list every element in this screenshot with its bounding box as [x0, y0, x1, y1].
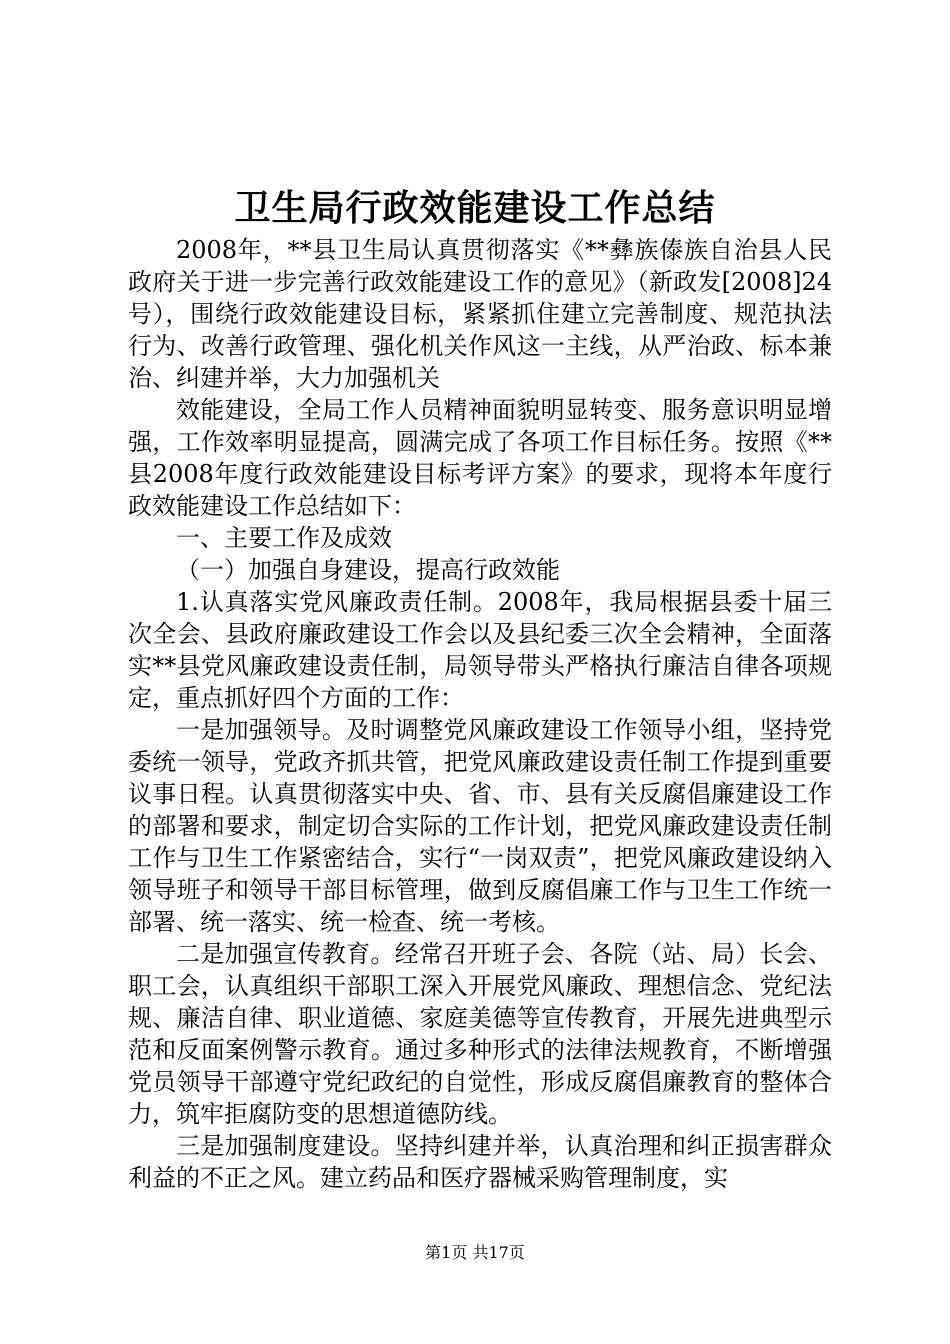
section-heading-1: 一、主要工作及成效 — [176, 524, 392, 552]
document-body — [128, 234, 832, 1194]
subsection-heading-1: （一）加强自身建设，提高行政效能 — [176, 556, 560, 584]
paragraph-5: 二是加强宣传教育。经常召开班子会、各院（站、局）长会、职工会，认真组织干部职工深入开展党风廉政、理想信念、党纪法规、廉洁自律、职业道德、家庭美德等宣传教育，开展先进典型示范和反面案例警示教育。通过多种形式的法律法规教育，不断增强党员领导干部遵守党纪政纪的自觉性，形成反腐倡廉教育的整体合力，筑牢拒腐防变的思想道德防线。 — [128, 940, 832, 1128]
paragraph-2: 效能建设，全局工作人员精神面貌明显转变、服务意识明显增强，工作效率明显提高，圆满完成了各项工作目标任务。按照《**县2008年度行政效能建设目标考评方案》的要求，现将本年度行政效能建设工作总结如下： — [128, 396, 832, 520]
paragraph-1: 2008年，**县卫生局认真贯彻落实《**彝族傣族自治县人民政府关于进一步完善行政效能建设工作的意见》（新政发[2008]24号），围绕行政效能建设目标，紧紧抓住建立完善制度、规范执法行为、改善行政管理、强化机关作风这一主线，从严治政、标本兼治、纠建并举，大力加强机关 — [128, 236, 832, 392]
document-title: 卫生局行政效能建设工作总结 — [234, 187, 716, 229]
paragraph-3: 1.认真落实党风廉政责任制。2008年，我局根据县委十届三次全会、县政府廉政建设工作会以及县纪委三次全会精神，全面落实**县党风廉政建设责任制，局领导带头严格执行廉洁自律各项规定，重点抓好四个方面的工作： — [128, 588, 832, 712]
paragraph-4: 一是加强领导。及时调整党风廉政建设工作领导小组，坚持党委统一领导，党政齐抓共管，把党风廉政建设责任制工作提到重要议事日程。认真贯彻落实中央、省、市、县有关反腐倡廉建设工作的部署和要求，制定切合实际的工作计划，把党风廉政建设责任制工作与卫生工作紧密结合，实行“一岗双责”，把党风廉政建设纳入领导班子和领导干部目标管理，做到反腐倡廉工作与卫生工作统一部署、统一落实、统一检查、统一考核。 — [128, 716, 832, 936]
paragraph-6: 三是加强制度建设。坚持纠建并举，认真治理和纠正损害群众利益的不正之风。建立药品和医疗器械采购管理制度，实 — [128, 1132, 832, 1192]
page-footer: 第1页 共17页 — [425, 1243, 525, 1262]
